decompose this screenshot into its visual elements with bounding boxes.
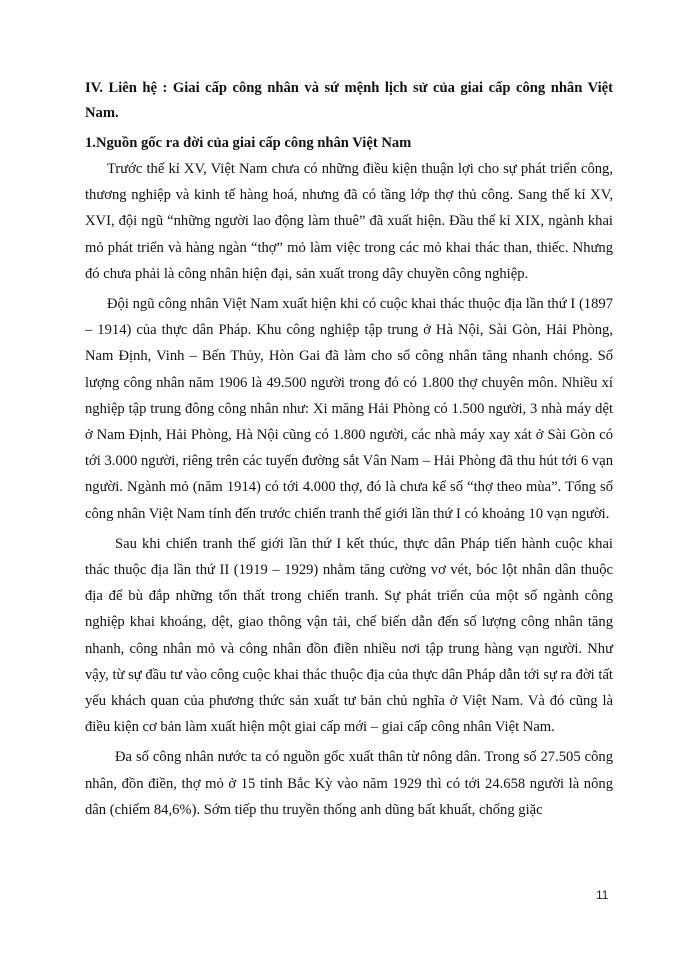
subsection-heading: 1.Nguồn gốc ra đời của giai cấp công nhân Việt Nam xyxy=(85,135,412,151)
section-heading: IV. Liên hệ : Giai cấp công nhân và sứ mệnh lịch sử của giai cấp công nhân Việt Nam. xyxy=(85,80,613,121)
page-number: 11 xyxy=(596,888,609,902)
page-content xyxy=(85,76,613,827)
paragraph-4: Đa số công nhân nước ta có nguồn gốc xuất thân từ nông dân. Trong số 27.505 công nhân, đồn điền, thợ mỏ ở 15 tỉnh Bắc Kỳ vào năm 1929 thì có tới 24.658 người là nông dân (chiếm 84,6%). Sớm tiếp thu truyền thống anh dũng bất khuất, chống giặc xyxy=(85,749,613,818)
paragraph-3: Sau khi chiến tranh thế giới lần thứ I kết thúc, thực dân Pháp tiến hành cuộc khai thác thuộc địa lần thứ II (1919 – 1929) nhằm tăng cường vơ vét, bóc lột nhân dân thuộc địa để bù đắp những tổn thất trong chiến tranh. Sự phát triển của một số ngành công nghiệp khai khoáng, dệt, giao thông vận tải, chế biến dẫn đến số lượng công nhân tăng nhanh, công nhân mỏ và công nhân đồn điền nhiều nơi tập trung hàng vạn người. Như vậy, từ sự đầu tư vào công cuộc khai thác thuộc địa của thực dân Pháp dẫn tới sự ra đời tất yếu khách quan của phương thức sản xuất tư bản chủ nghĩa ở Việt Nam. Và đó cũng là điều kiện cơ bản làm xuất hiện một giai cấp mới – giai cấp công nhân Việt Nam. xyxy=(85,535,613,736)
paragraph-1: Trước thế kỉ XV, Việt Nam chưa có những điều kiện thuận lợi cho sự phát triển công, thương nghiệp và kinh tế hàng hoá, nhưng đã có tầng lớp thợ thủ công. Sang thế kỉ XV, XVI, đội ngũ “những người lao động làm thuê” đã xuất hiện. Đầu thế kỉ XIX, ngành khai mỏ phát triển và hàng ngàn “thợ” mỏ làm việc trong các mỏ khai thác than, thiếc. Nhưng đó chưa phải là công nhân hiện đại, sản xuất trong dây chuyền công nghiệp. xyxy=(85,161,613,282)
paragraph-2: Đội ngũ công nhân Việt Nam xuất hiện khi có cuộc khai thác thuộc địa lần thứ I (1897 – 1914) của thực dân Pháp. Khu công nghiệp tập trung ở Hà Nội, Sài Gòn, Hải Phòng, Nam Định, Vinh – Bến Thủy, Hòn Gai đã làm cho số công nhân tăng nhanh chóng. Số lượng công nhân năm 1906 là 49.500 người trong đó có 1.800 thợ chuyên môn. Nhiều xí nghiệp tập trung đông công nhân như: Xi măng Hải Phòng có 1.500 người, 3 nhà máy dệt ở Nam Định, Hải Phòng, Hà Nội cũng có 1.800 người, các nhà máy xay xát ở Sài Gòn có tới 3.000 người, riêng trên các tuyến đường sắt Vân Nam – Hải Phòng đã thu hút tới 6 vạn người. Ngành mỏ (năm 1914) có tới 4.000 thợ, đó là chưa kể số “thợ theo mùa”. Tổng số công nhân Việt Nam tính đến trước chiến tranh thế giới lần thứ I có khoảng 10 vạn người. xyxy=(85,296,613,522)
